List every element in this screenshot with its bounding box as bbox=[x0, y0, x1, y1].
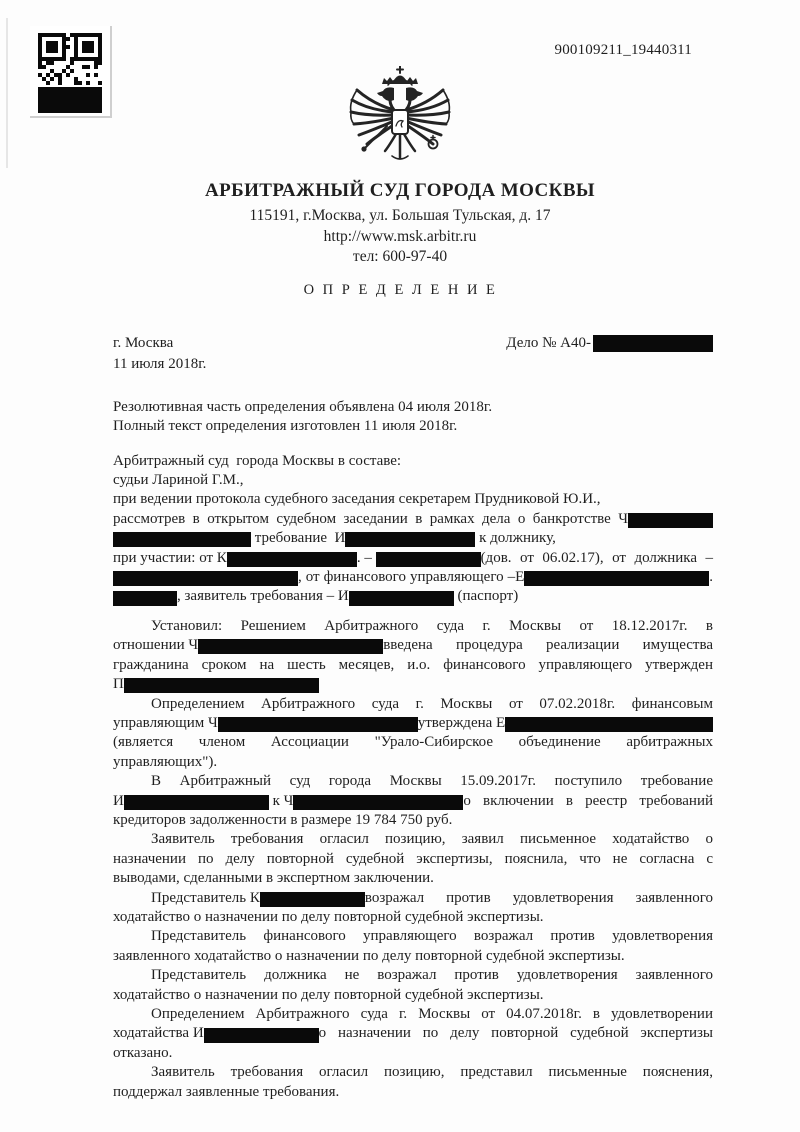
text-line bbox=[113, 966, 713, 985]
text-segment: Определением Арбитражного суда г. Москвы от 07.02.2018г. финансовым bbox=[151, 695, 713, 712]
text-segment: , от финансового управляющего –Е bbox=[298, 569, 525, 586]
text-segment: (паспорт) bbox=[453, 588, 519, 605]
text-segment: Представитель финансового управляющего возражал против удовлетворения bbox=[151, 928, 713, 945]
text-segment: возражал против удовлетворения заявленного bbox=[364, 889, 713, 906]
court-phone: тел: 600-97-40 bbox=[352, 247, 448, 265]
text-line bbox=[113, 471, 713, 490]
text-segment: рассмотрев в открытом судебном заседании в рамках дела о банкротстве Ч bbox=[113, 510, 628, 527]
text-line bbox=[113, 636, 713, 655]
court-website: http://www.msk.arbitr.ru bbox=[323, 227, 477, 245]
text-line bbox=[113, 695, 713, 714]
text-segment: (дов. от 06.02.17), от должника – bbox=[480, 549, 713, 566]
redaction-bar bbox=[218, 717, 418, 732]
redaction-bar bbox=[524, 571, 709, 586]
text-segment: . – bbox=[356, 549, 376, 566]
text-line bbox=[113, 510, 713, 529]
text-segment: отказано. bbox=[113, 1044, 173, 1061]
document-body-lines bbox=[113, 452, 713, 1102]
text-segment: . bbox=[709, 569, 713, 586]
text-line bbox=[113, 889, 713, 908]
text-segment: о назначении по делу повторной судебной экспертизы bbox=[318, 1025, 713, 1042]
text-line bbox=[113, 1005, 713, 1024]
redaction-bar bbox=[227, 552, 357, 567]
text-segment: , заявитель требования – И bbox=[177, 588, 349, 605]
redaction-bar bbox=[293, 795, 463, 810]
text-line bbox=[113, 617, 713, 636]
redaction-bar bbox=[349, 591, 454, 606]
text-line bbox=[113, 714, 713, 733]
text-segment: Представитель К bbox=[151, 889, 260, 906]
text-segment: кредиторов задолженности в размере 19 784 750 руб. bbox=[113, 811, 453, 828]
text-segment: отношении Ч bbox=[113, 637, 199, 654]
court-address: 115191, г.Москва, ул. Большая Тульская, д. 17 bbox=[249, 207, 551, 225]
text-line bbox=[113, 1063, 713, 1082]
redaction-bar bbox=[628, 513, 713, 528]
coat-of-arms-eagle-icon bbox=[341, 66, 459, 178]
text-segment: к должнику, bbox=[475, 530, 556, 547]
qr-code bbox=[30, 26, 112, 118]
text-line bbox=[113, 1044, 713, 1063]
case-number-redaction-bar bbox=[593, 335, 713, 352]
text-segment: о включении в реестр требований bbox=[463, 792, 713, 809]
redaction-bar bbox=[345, 532, 475, 547]
document-id: 900109211_19440311 bbox=[554, 42, 692, 58]
text-segment: судьи Лариной Г.М., bbox=[113, 472, 244, 489]
text-line bbox=[113, 947, 713, 966]
case-number-label: Дело № А40- bbox=[506, 335, 591, 351]
text-segment: Определением Арбитражного суда г. Москвы от 04.07.2018г. в удовлетворении bbox=[151, 1006, 713, 1022]
text-line bbox=[113, 927, 713, 946]
redaction-bar bbox=[198, 639, 383, 654]
case-number bbox=[506, 334, 713, 353]
document-type-title: О П Р Е Д Е Л Е Н И Е bbox=[303, 282, 497, 299]
document-body bbox=[113, 334, 713, 1102]
case-row bbox=[113, 334, 713, 353]
text-segment: при ведении протокола судебного заседания секретарем Прудниковой Ю.И., bbox=[113, 491, 601, 508]
text-segment: Представитель должника не возражал против удовлетворения заявленного bbox=[151, 967, 713, 984]
text-segment: управляющих"). bbox=[113, 753, 218, 770]
text-segment: назначении по делу повторной судебной экспертизы, пояснила, что не согласна с bbox=[113, 850, 713, 867]
text-line bbox=[113, 830, 713, 849]
redaction-bar bbox=[260, 892, 365, 907]
text-line bbox=[113, 850, 713, 869]
resolutive-part-line: Резолютивная часть определения объявлена 04 июля 2018г. bbox=[113, 398, 493, 415]
scan-edge-artifact bbox=[6, 18, 8, 168]
text-line bbox=[113, 753, 713, 772]
decision-date: 11 июля 2018г. bbox=[113, 356, 207, 373]
text-segment: ходатайство о назначении по делу повторной судебной экспертизы. bbox=[113, 908, 544, 925]
redaction-bar bbox=[124, 795, 269, 810]
text-segment: Установил: Решением Арбитражного суда г. Москвы от 18.12.2017г. в bbox=[151, 617, 713, 634]
text-line bbox=[113, 587, 713, 606]
text-line bbox=[113, 1083, 713, 1102]
text-segment: ходатайство о назначении по делу повторной судебной экспертизы. bbox=[113, 986, 544, 1003]
court-name: АРБИТРАЖНЫЙ СУД ГОРОДА МОСКВЫ bbox=[205, 180, 595, 201]
text-segment: при участии: от К bbox=[113, 549, 227, 566]
qr-code-modules bbox=[38, 33, 102, 87]
text-segment: управляющим Ч bbox=[113, 714, 218, 731]
text-segment: Заявитель требования огласил позицию, представил письменные пояснения, bbox=[151, 1064, 713, 1081]
redaction-bar bbox=[376, 552, 481, 567]
city-label: г. Москва bbox=[113, 335, 174, 351]
text-segment: выводами, сделанными в экспертном заключении. bbox=[113, 870, 434, 887]
text-line bbox=[113, 549, 713, 568]
redaction-bar bbox=[204, 1028, 319, 1043]
text-segment: ходатайства И bbox=[113, 1025, 204, 1042]
redaction-bar bbox=[113, 591, 177, 606]
redaction-bar bbox=[124, 678, 319, 693]
redaction-bar bbox=[113, 532, 251, 547]
text-line bbox=[113, 1024, 713, 1043]
text-line bbox=[113, 792, 713, 811]
text-segment: (является членом Ассоциации "Урало-Сибирское объединение арбитражных bbox=[113, 734, 713, 751]
text-line bbox=[113, 811, 713, 830]
text-segment: гражданина сроком на шесть месяцев, и.о. финансового управляющего утвержден bbox=[113, 656, 713, 673]
text-segment: к Ч bbox=[268, 792, 294, 809]
text-line bbox=[113, 772, 713, 791]
text-line bbox=[113, 869, 713, 888]
text-segment: В Арбитражный суд города Москвы 15.09.2017г. поступило требование bbox=[151, 773, 713, 790]
text-segment: И bbox=[113, 792, 124, 809]
text-segment: заявленного ходатайство о назначении по делу повторной судебной экспертизы. bbox=[113, 947, 625, 964]
qr-redaction-bar bbox=[38, 87, 102, 113]
text-line bbox=[113, 675, 713, 694]
redaction-bar bbox=[505, 717, 713, 732]
text-line bbox=[113, 490, 713, 509]
full-text-line: Полный текст определения изготовлен 11 июля 2018г. bbox=[113, 418, 458, 435]
text-segment: П bbox=[113, 676, 124, 693]
text-line bbox=[113, 568, 713, 587]
text-line bbox=[113, 908, 713, 927]
text-line bbox=[113, 656, 713, 675]
text-line bbox=[113, 529, 713, 548]
text-segment: введена процедура реализации имущества bbox=[383, 637, 713, 654]
redaction-bar bbox=[113, 571, 298, 586]
text-segment: Арбитражный суд города Москвы в составе: bbox=[113, 452, 402, 469]
text-line bbox=[113, 733, 713, 752]
text-segment: утверждена Е bbox=[417, 714, 506, 731]
text-segment: требование И bbox=[251, 530, 346, 547]
text-segment: Заявитель требования огласил позицию, заявил письменное ходатайство о bbox=[151, 831, 713, 848]
letterhead bbox=[0, 178, 800, 301]
text-line bbox=[113, 452, 713, 471]
text-segment: поддержал заявленные требования. bbox=[113, 1083, 340, 1100]
text-line bbox=[113, 986, 713, 1005]
